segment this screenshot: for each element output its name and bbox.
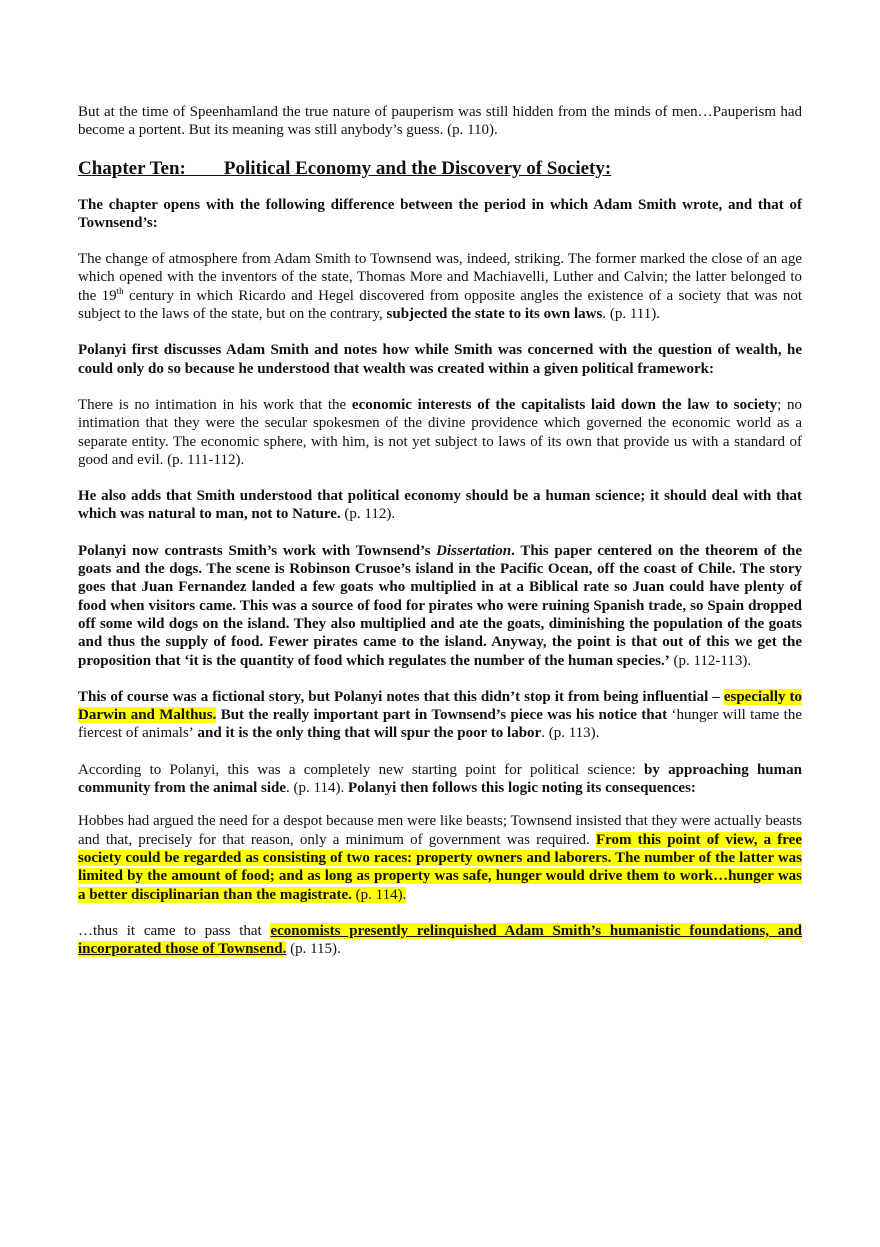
paragraph-new-starting-point: According to Polanyi, this was a completely new starting point for political science: by approaching human community from the animal side. (p. 114). Polanyi then follows this logic noting its consequences: [78,761,802,797]
superscript: th [116,285,124,296]
paragraph-human-science: He also adds that Smith understood that political economy should be a human science; it should deal with that which was natural to man, not to Nature. (p. 112). [78,488,802,523]
paragraph-chapter-intro: The chapter opens with the following difference between the period in which Adam Smith wrote, and that of Townsend’s: [78,196,802,231]
highlight: economists presently relinquished Adam Smith’s humanistic foundations, and incorporated those of Townsend. [78,922,802,958]
highlight: (p. 114). [351,886,407,903]
paragraph-adam-smith: Polanyi first discusses Adam Smith and notes how while Smith was concerned with the question of wealth, he could only do so because he understood that wealth was created within a given political framework: [78,342,802,377]
document-body [78,103,802,976]
chapter-heading: Chapter Ten: Political Economy and the Discovery of Society: [78,157,612,179]
paragraph-goats-and-dogs: Polanyi now contrasts Smith’s work with Townsend’s Dissertation. This paper centered on the theorem of the goats and the dogs. The scene is Robinson Crusoe’s island in the Pacific Ocean, off the coast of Chile. The story goes that Juan Fernandez landed a few goats who multiplied in at a Biblical rate so Juan could have plenty of food when visitors came. This was a source of food for pirates who were ruining Spanish trade, so Spain dropped off some wild dogs on the island. They also multiplied and ate the goats, diminishing the population of the goats and thus the supply of food. Fewer pirates came to the island. Anyway, the point is that out of this we get the proposition that ‘it is the quantity of food which regulates the number of the human species.’ (p. 112-113). [78,542,802,669]
paragraph-fictional-story: This of course was a fictional story, but Polanyi notes that this didn’t stop it from being influential – especially to Darwin and Malthus. But the really important part in Townsend’s piece was his notice that ‘hunger will tame the fiercest of animals’ and it is the only thing that will spur the poor to labor. (p. 113). [78,688,803,742]
paragraph-smith-quote: There is no intimation in his work that the economic interests of the capitalists laid down the law to society; no intimation that they were the secular spokesmen of the divine providence which governed the economic world as a separate entity. The economic sphere, with him, is not yet subject to laws of its own that provide us with a standard of good and evil. (p. 111-112). [78,396,802,468]
paragraph-hobbes-quote: Hobbes had argued the need for a despot because men were like beasts; Townsend insisted that they were actually beasts and that, precisely for that reason, only a minimum of government was required. From this point of view, a free society could be regarded as consisting of two races: property owners and laborers. The number of the latter was limited by the amount of food; and as long as property was safe, hunger would drive them to work…hunger was a better disciplinarian than the magistrate. (p. 114). [78,813,802,903]
highlight: especially to Darwin and Malthus. [78,688,803,724]
paragraph-economists-quote: …thus it came to pass that economists presently relinquished Adam Smith’s humanistic foundations, and incorporated those of Townsend. (p. 115). [78,922,802,958]
paragraph-speenhamland-quote: But at the time of Speenhamland the true nature of pauperism was still hidden from the minds of men…Pauperism had become a portent. But its meaning was still anybody’s guess. (p. 110). [78,104,802,139]
highlight: From this point of view, a free society could be regarded as consisting of two races: property owners and laborers. The number of the latter was limited by the amount of food; and as long as property was safe, hunger would drive them to work…hunger was a better disciplinarian than the magistrate. [78,831,802,903]
paragraph-atmosphere-quote: The change of atmosphere from Adam Smith to Townsend was, indeed, striking. The former marked the close of an age which opened with the inventors of the state, Thomas More and Machiavelli, Luther and Calvin; the latter belonged to the 19th century in which Ricardo and Hegel discovered from opposite angles the existence of a society that was not subject to the laws of the state, but on the contrary, subjected the state to its own laws. (p. 111). [78,251,802,323]
